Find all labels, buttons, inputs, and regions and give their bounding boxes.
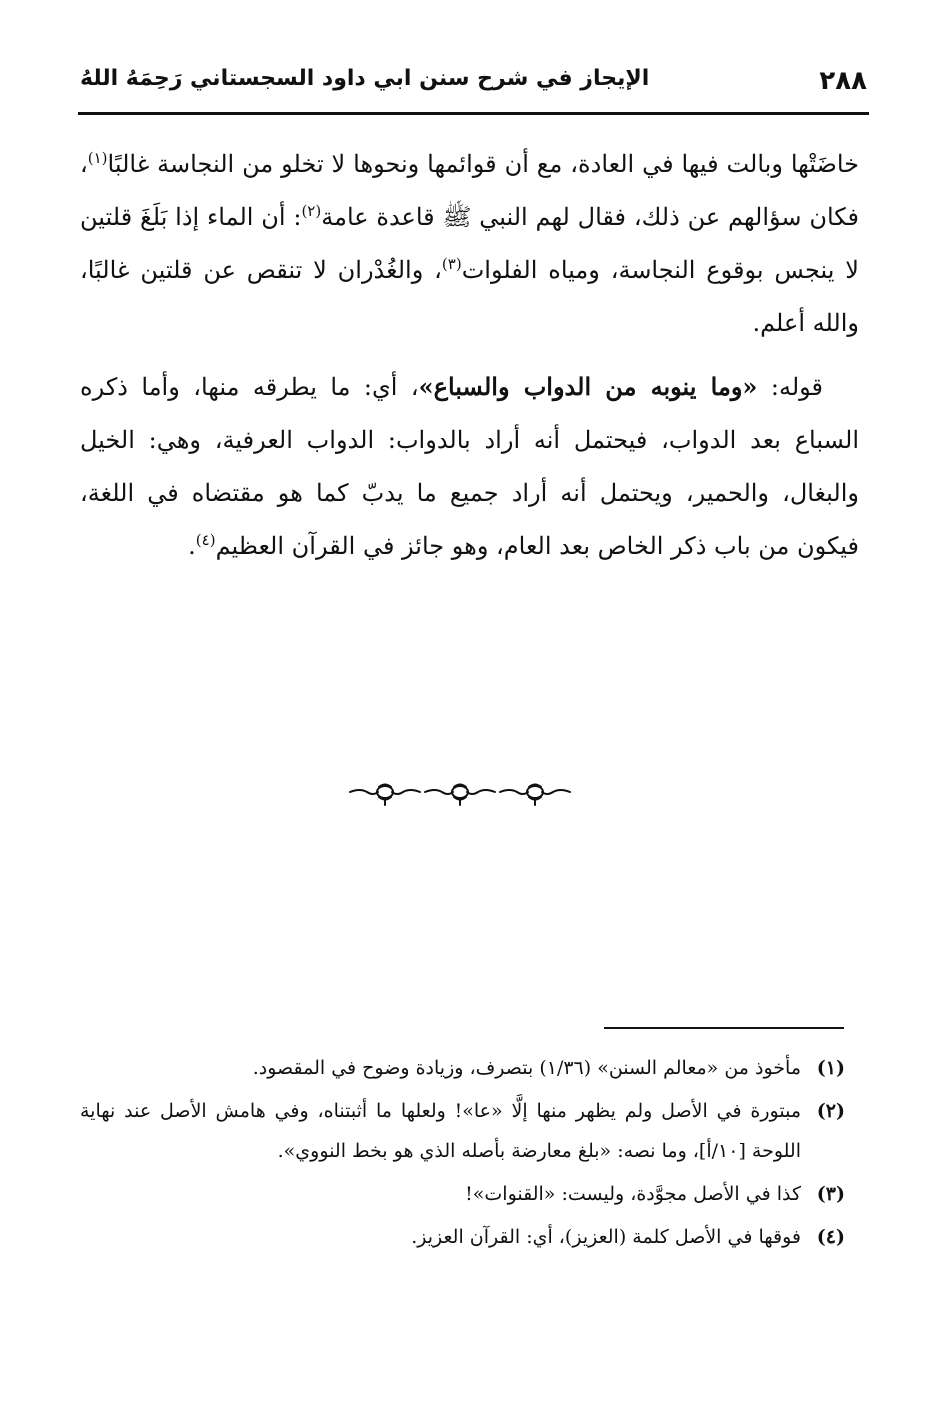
footnote-number: (١) [816,1057,845,1079]
page-header [80,58,869,110]
paragraph-1-text-c: : أن الماء إذا بَلَغَ قلتين لا ينجس بوقوع النجاسة، ومياه الفلوات [80,203,859,284]
footnote-text: مأخوذ من «معالم السنن» (١/٣٦) بتصرف، وزيادة وضوح في المقصود. [252,1057,801,1079]
footnote-separator [604,1027,844,1029]
quoted-phrase: «وما ينوبه من الدواب والسباع» [418,372,758,401]
footnote-number: (٢) [816,1100,845,1122]
footnote-ref-2: (٢) [301,202,322,220]
footnote-text: كذا في الأصل مجوَّدة، وليست: «القنوات»! [465,1183,801,1205]
footnote-number: (٣) [816,1183,845,1205]
ornament-motif-right [500,785,570,806]
paragraph-2-text-b: . [188,532,196,560]
header-rule [78,112,869,115]
footnote-text: فوقها في الأصل كلمة (العزيز)، أي: القرآن العزيز. [411,1226,801,1248]
section-divider-ornament [345,780,575,810]
footnote-ref-4: (٤) [195,531,216,549]
paragraph-1 [80,138,859,350]
paragraph-1-text-d: ، والغُدْران لا تنقص عن قلتين غالبًا، والله أعلم. [80,256,859,337]
ornament-motif-center [425,785,495,806]
footnote-ref-3: (٣) [441,255,462,273]
main-text [80,138,859,583]
footnote-4 [80,1217,845,1257]
paragraph-2-text-a: ، أي: ما يطرقه منها، وأما ذكره السباع بعد الدواب، فيحتمل أنه أراد بالدواب: الدواب العرفية، وهي: الخيل والبغال، والحمير، ويحتمل أنه أراد جميع ما يدبّ كما هو مقتضاه في اللغة، فيكون من باب ذكر الخاص بعد العام، وهو جائز في القرآن العظيم [80,373,859,560]
footnote-number: (٤) [816,1226,845,1248]
running-title: الإيجاز في شرح سنن ابي داود السجستاني رَحِمَهُ اللهُ [80,66,650,91]
paragraph-2 [80,360,859,573]
footnotes [80,1048,845,1260]
footnote-ref-1: (١) [87,149,108,167]
footnote-2 [80,1091,845,1171]
paragraph-1-text-a: خاضَتْها وبالت فيها في العادة، مع أن قوائمها ونحوها لا تخلو من النجاسة غالبًا [107,150,859,178]
paragraph-2-lead: قوله: [757,373,824,401]
page-number: ٢٨٨ [819,66,867,96]
footnote-1 [80,1048,845,1088]
ornament-motif-left [350,785,420,806]
paragraph-1-text-b: ، فكان سؤالهم عن ذلك، فقال لهم النبي ﷺ قاعدة عامة [80,150,859,231]
footnote-text: مبتورة في الأصل ولم يظهر منها إلَّا «عا»! ولعلها ما أثبتناه، وفي هامش الأصل عند نهاية اللوحة [١٠/أ]، وما نصه: «بلغ معارضة بأصله الذي هو بخط النووي». [80,1100,801,1162]
footnote-3 [80,1174,845,1214]
